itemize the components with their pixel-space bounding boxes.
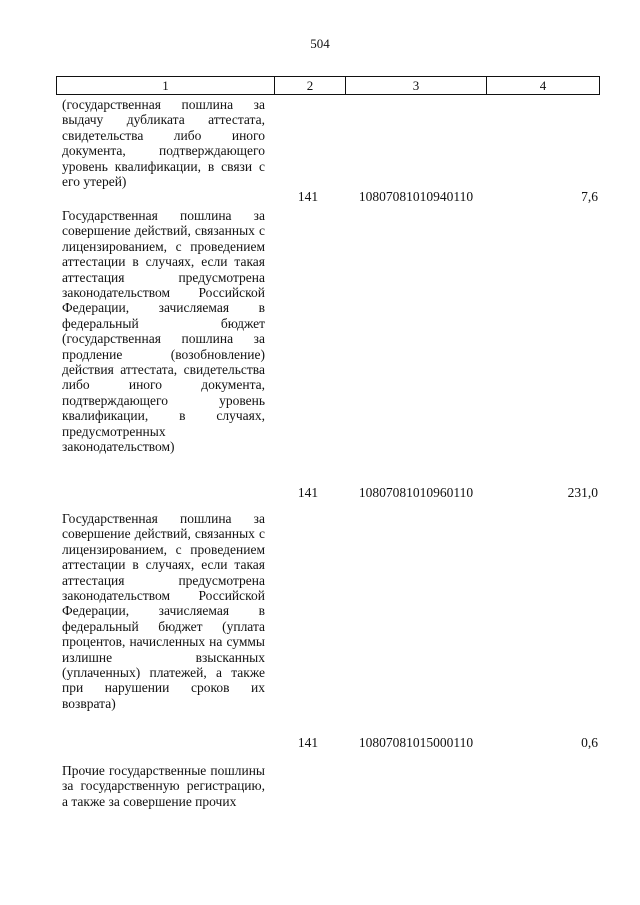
column-header-3: 3	[345, 76, 487, 95]
column-header-row	[56, 76, 600, 95]
row-admin-code: 141	[297, 735, 319, 750]
row-amount: 0,6	[581, 735, 598, 750]
column-header-1: 1	[56, 76, 275, 95]
row-kbk-code: 10807081010960110	[358, 485, 474, 500]
column-header-2: 2	[274, 76, 346, 95]
row-kbk-code: 10807081015000110	[358, 735, 474, 750]
row-admin-code: 141	[297, 189, 319, 204]
row-kbk-code: 10807081010940110	[358, 189, 474, 204]
row-amount: 231,0	[567, 485, 598, 500]
row-description: Государственная пошлина за совершение действий, связанных с лицензированием, с проведением аттестации в случаях, если такая аттестация предусмотрена законодательством Российской Федерации, зачисляемая в федеральный бюджет (уплата процентов, начисленных на суммы излишне взысканных (уплаченных) платежей, а также при нарушении сроков их возврата)	[62, 511, 265, 711]
row-admin-code: 141	[297, 485, 319, 500]
page-number: 504	[310, 36, 330, 51]
column-header-4: 4	[486, 76, 600, 95]
row-description: Государственная пошлина за совершение действий, связанных с лицензированием, с проведением аттестации в случаях, если такая аттестация предусмотрена законодательством Российской Федерации, зачисляемая в федеральный бюджет (государственная пошлина за продление (возобновление) действия аттестата, свидетельства либо иного документа, подтверждающего уровень квалификации, в случаях, предусмотренных законодательством)	[62, 208, 265, 455]
row-description: (государственная пошлина за выдачу дубликата аттестата, свидетельства либо иного документа, подтверждающего уровень квалификации, в связи с его утерей)	[62, 97, 265, 190]
row-amount: 7,6	[581, 189, 598, 204]
row-description: Прочие государственные пошлины за государственную регистрацию, а также за совершение прочих	[62, 763, 265, 809]
